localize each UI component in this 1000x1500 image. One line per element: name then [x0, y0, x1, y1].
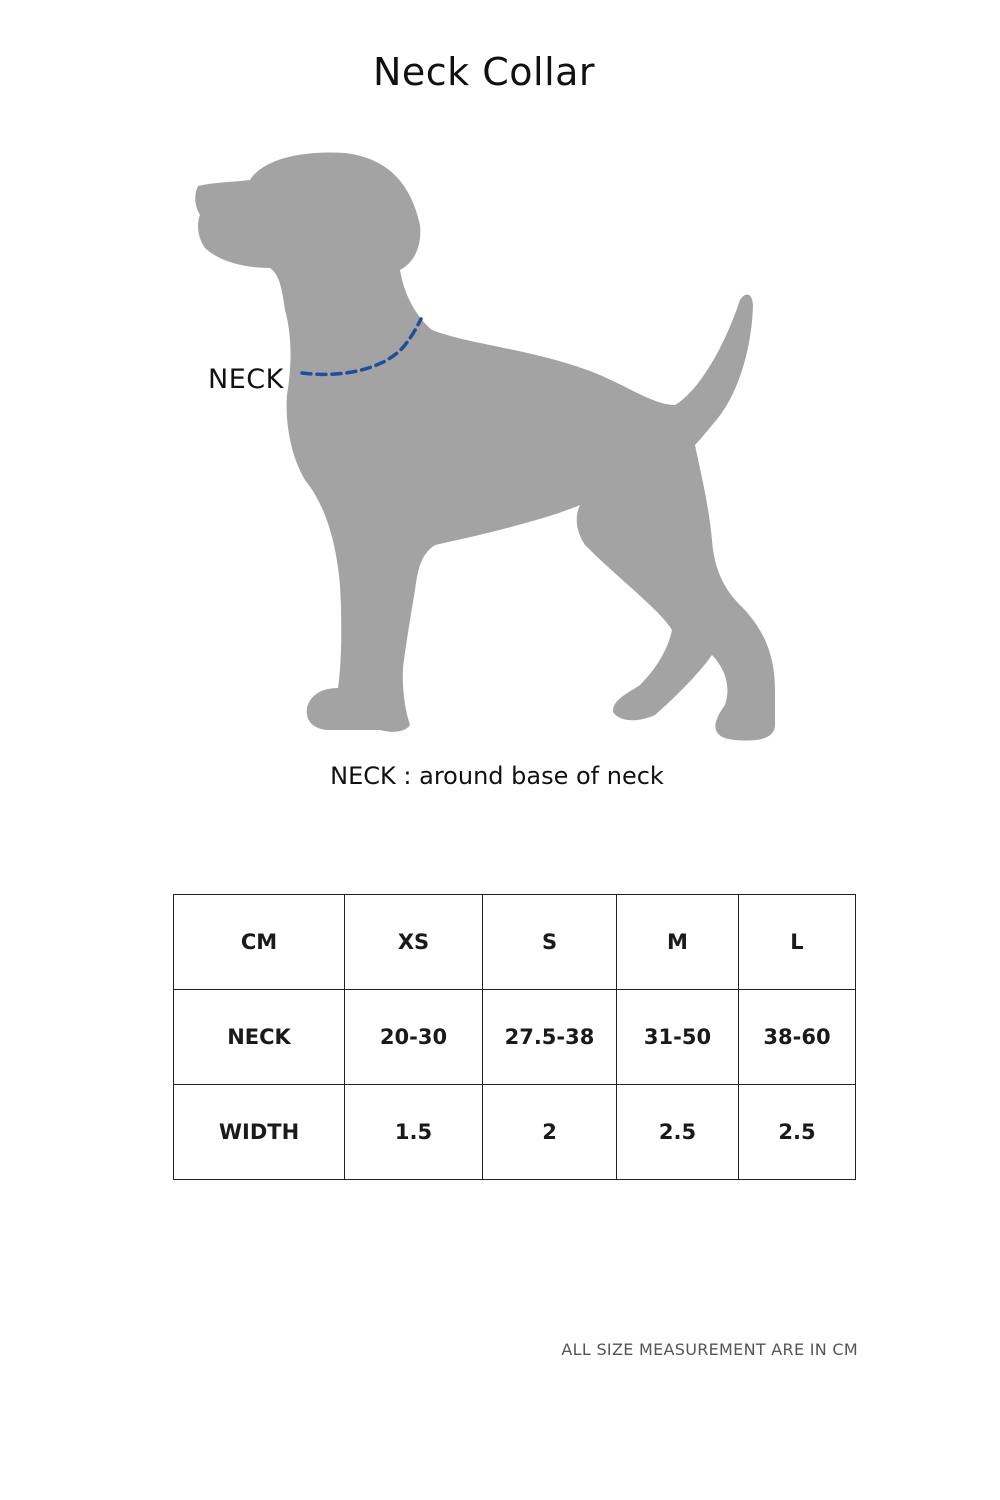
row-label-cell: NECK	[174, 990, 345, 1085]
dog-silhouette-illustration	[180, 140, 780, 760]
table-cell: 1.5	[345, 1085, 483, 1180]
row-label-cell: WIDTH	[174, 1085, 345, 1180]
header-cell: L	[739, 895, 856, 990]
table-cell: 2.5	[739, 1085, 856, 1180]
measurement-unit-note: ALL SIZE MEASUREMENT ARE IN CM	[561, 1340, 858, 1359]
table-cell: 20-30	[345, 990, 483, 1085]
page-title: Neck Collar	[372, 50, 596, 94]
table-cell: 31-50	[617, 990, 739, 1085]
neck-label: NECK	[208, 364, 284, 395]
neck-measurement-caption: NECK : around base of neck	[330, 762, 664, 790]
dog-silhouette	[195, 152, 775, 740]
header-cell: XS	[345, 895, 483, 990]
table-header-row	[174, 895, 856, 990]
table-cell: 2.5	[617, 1085, 739, 1180]
table-row	[174, 990, 856, 1085]
header-cell: CM	[174, 895, 345, 990]
table-row	[174, 1085, 856, 1180]
header-cell: S	[483, 895, 617, 990]
table-cell: 38-60	[739, 990, 856, 1085]
table-cell: 27.5-38	[483, 990, 617, 1085]
table-cell: 2	[483, 1085, 617, 1180]
header-cell: M	[617, 895, 739, 990]
size-chart-table	[173, 894, 856, 1180]
